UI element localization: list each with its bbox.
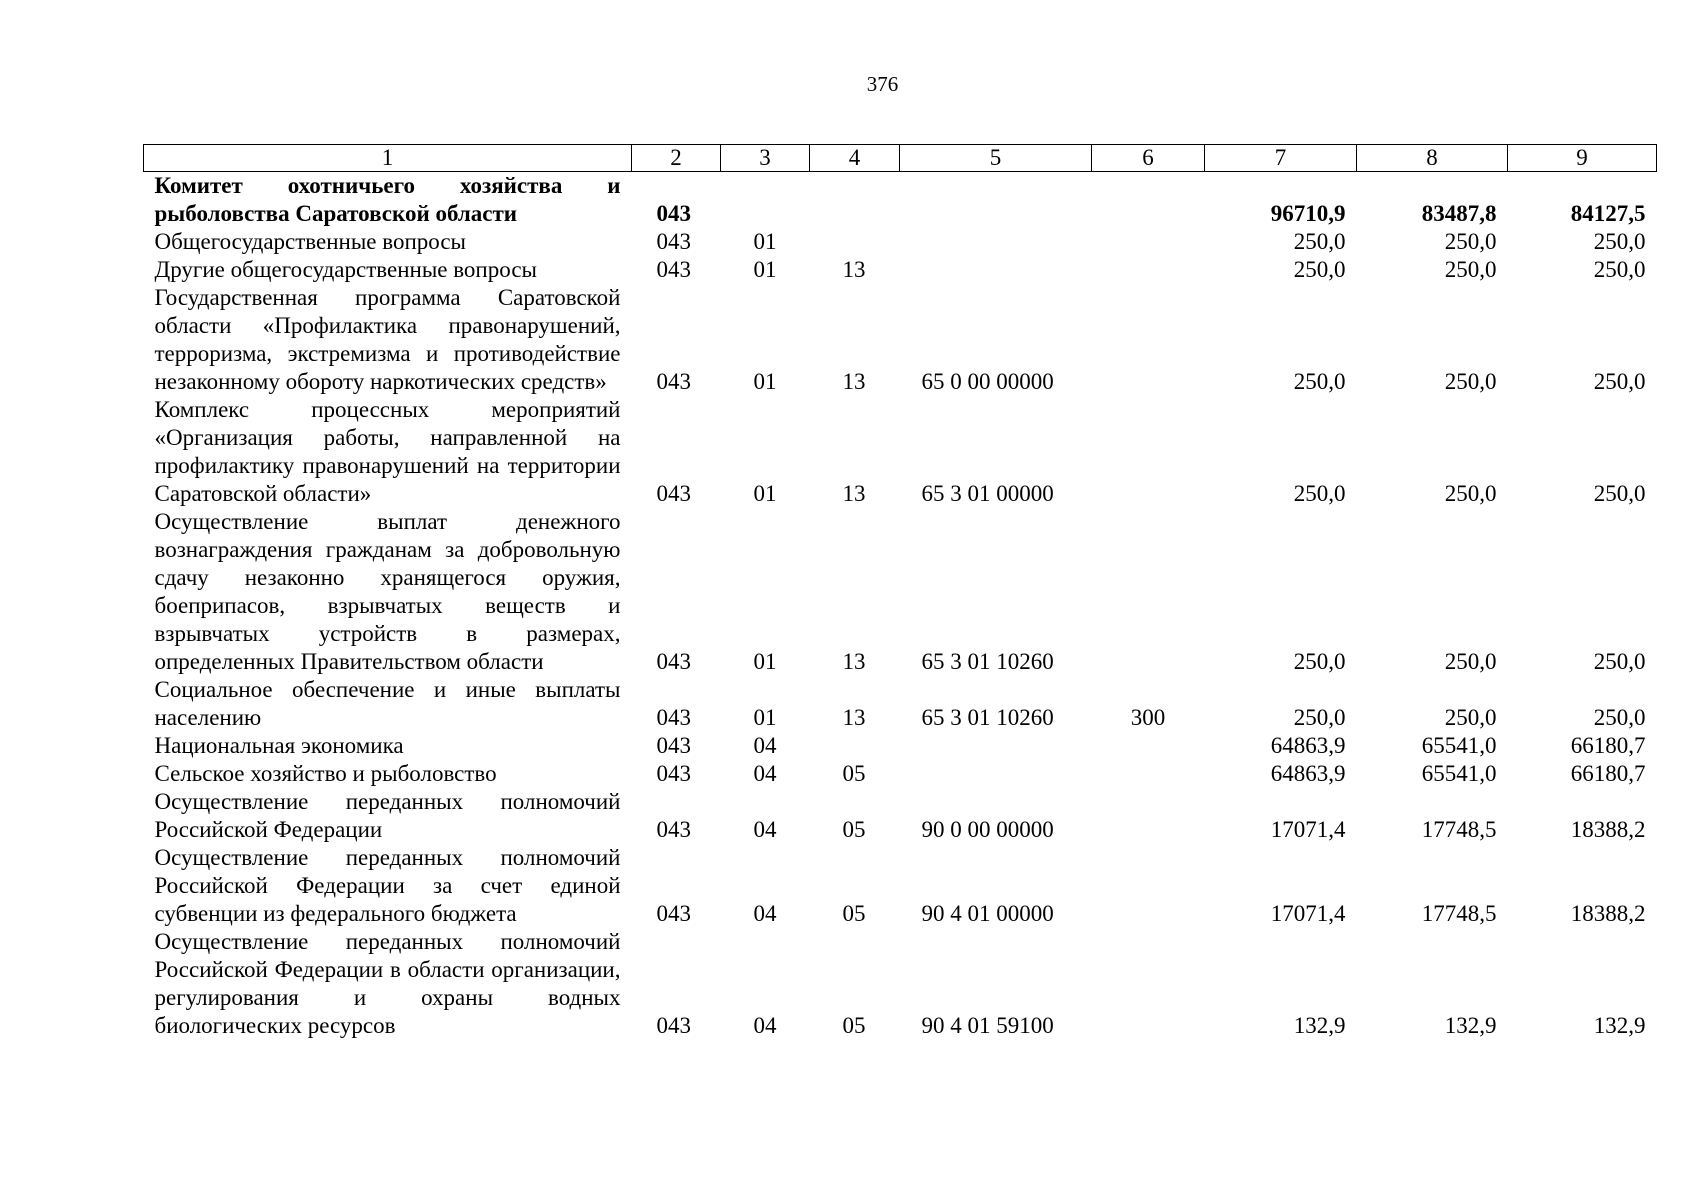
amount-col8: 250,0 [1444,481,1497,506]
expense-type [1092,284,1205,396]
target-article [900,760,1092,788]
table-row [144,228,1657,256]
amount-col8: 17748,5 [1421,901,1497,926]
expense-type [1092,760,1205,788]
row-name: Осуществление переданных полномочий Российской Федерации в области организации, регулирования и охраны водных биологических ресурсов [154,929,621,1038]
amount-col9: 250,0 [1593,649,1646,674]
expense-type: 300 [1130,705,1166,730]
subsection-code: 13 [842,705,866,730]
ministry-code: 043 [656,817,691,842]
section-code: 01 [753,257,777,282]
subsection-code: 05 [842,901,866,926]
ministry-code: 043 [656,761,691,786]
budget-table-container [143,144,1656,1040]
amount-col9: 250,0 [1593,257,1646,282]
amount-col7: 250,0 [1293,649,1346,674]
section-code: 04 [753,901,777,926]
target-article: 65 3 01 10260 [921,649,1054,674]
row-name: Социальное обеспечение и иные выплаты населению [154,677,621,730]
budget-table [143,144,1657,1040]
table-row [144,396,1657,508]
subsection-code: 13 [842,257,866,282]
table-row [144,760,1657,788]
table-row [144,256,1657,284]
section-code: 01 [753,705,777,730]
column-number: 7 [1205,145,1357,172]
amount-col7: 250,0 [1293,481,1346,506]
column-number: 3 [721,145,810,172]
target-article: 65 3 01 10260 [921,705,1054,730]
table-row [144,732,1657,760]
amount-col7: 17071,4 [1270,901,1346,926]
amount-col8: 250,0 [1444,369,1497,394]
section-code: 04 [753,1013,777,1038]
amount-col9: 250,0 [1593,481,1646,506]
amount-col8: 17748,5 [1421,817,1497,842]
amount-col8: 250,0 [1444,705,1497,730]
expense-type [1092,256,1205,284]
row-name: Осуществление переданных полномочий Российской Федерации за счет единой субвенции из федерального бюджета [154,845,621,926]
ministry-code: 043 [656,733,691,758]
target-article: 65 0 00 00000 [921,369,1054,394]
amount-col7: 64863,9 [1270,733,1346,758]
amount-col8: 250,0 [1444,257,1497,282]
table-row [144,788,1657,844]
subsection-code [810,732,900,760]
subsection-code: 05 [842,1013,866,1038]
section-code: 04 [753,817,777,842]
amount-col9: 132,9 [1593,1013,1646,1038]
section-code: 04 [753,761,777,786]
subsection-code: 13 [842,369,866,394]
expense-type [1092,172,1205,229]
amount-col8: 65541,0 [1421,761,1497,786]
amount-col7: 96710,9 [1270,201,1346,226]
row-name: Государственная программа Саратовской области «Профилактика правонарушений, терроризма, экстремизма и противодействие незаконному обороту наркотических средств» [154,285,621,394]
target-article [900,732,1092,760]
ministry-code: 043 [656,229,691,254]
amount-col7: 64863,9 [1270,761,1346,786]
amount-col9: 66180,7 [1570,733,1646,758]
section-code [721,172,810,229]
amount-col9: 250,0 [1593,705,1646,730]
section-code: 01 [753,481,777,506]
amount-col8: 250,0 [1444,229,1497,254]
table-row [144,284,1657,396]
target-article [900,172,1092,229]
target-article: 65 3 01 00000 [921,481,1054,506]
amount-col9: 250,0 [1593,369,1646,394]
amount-col9: 250,0 [1593,229,1646,254]
amount-col9: 84127,5 [1570,201,1646,226]
amount-col8: 132,9 [1444,1013,1497,1038]
row-name: Осуществление переданных полномочий Российской Федерации [154,789,621,842]
amount-col7: 250,0 [1293,705,1346,730]
table-row [144,928,1657,1040]
row-name: Осуществление выплат денежного вознаграждения гражданам за добровольную сдачу незаконно хранящегося оружия, боеприпасов, взрывчатых веществ и взрывчатых устройств в размерах, определенных Правительством области [154,509,621,674]
table-row [144,676,1657,732]
row-name: Общегосударственные вопросы [154,229,466,254]
column-number: 1 [144,145,632,172]
target-article [900,256,1092,284]
amount-col7: 250,0 [1293,257,1346,282]
row-name: Комитет охотничьего хозяйства и рыболовства Саратовской области [154,173,621,226]
subsection-code: 05 [842,817,866,842]
target-article: 90 4 01 59100 [921,1013,1054,1038]
column-number-row [144,145,1657,172]
amount-col9: 66180,7 [1570,761,1646,786]
row-name: Другие общегосударственные вопросы [154,257,537,282]
subsection-code: 05 [842,761,866,786]
column-number: 4 [810,145,900,172]
amount-col9: 18388,2 [1570,817,1646,842]
expense-type [1092,396,1205,508]
column-number: 9 [1508,145,1657,172]
amount-col9: 18388,2 [1570,901,1646,926]
amount-col8: 65541,0 [1421,733,1497,758]
column-number: 8 [1357,145,1508,172]
target-article [900,228,1092,256]
row-name: Национальная экономика [154,733,404,758]
section-code: 01 [753,649,777,674]
expense-type [1092,928,1205,1040]
ministry-code: 043 [656,705,691,730]
subsection-code [810,172,900,229]
table-row [144,172,1657,229]
section-code: 04 [753,733,777,758]
subsection-code: 13 [842,481,866,506]
amount-col8: 83487,8 [1421,201,1497,226]
expense-type [1092,844,1205,928]
ministry-code: 043 [656,481,691,506]
expense-type [1092,228,1205,256]
table-row [144,844,1657,928]
amount-col8: 250,0 [1444,649,1497,674]
expense-type [1092,732,1205,760]
target-article: 90 4 01 00000 [921,901,1054,926]
column-number: 5 [900,145,1092,172]
section-code: 01 [753,229,777,254]
page-number: 376 [866,72,899,96]
ministry-code: 043 [656,201,691,226]
ministry-code: 043 [656,901,691,926]
ministry-code: 043 [656,649,691,674]
row-name: Сельское хозяйство и рыболовство [154,761,497,786]
column-number: 6 [1092,145,1205,172]
column-number: 2 [632,145,721,172]
table-row [144,508,1657,676]
ministry-code: 043 [656,257,691,282]
subsection-code: 13 [842,649,866,674]
expense-type [1092,508,1205,676]
ministry-code: 043 [656,1013,691,1038]
section-code: 01 [753,369,777,394]
target-article: 90 0 00 00000 [921,817,1054,842]
amount-col7: 17071,4 [1270,817,1346,842]
ministry-code: 043 [656,369,691,394]
row-name: Комплекс процессных мероприятий «Организация работы, направленной на профилактику правонарушений на территории Саратовской области» [154,397,621,506]
amount-col7: 250,0 [1293,369,1346,394]
amount-col7: 132,9 [1293,1013,1346,1038]
subsection-code [810,228,900,256]
expense-type [1092,788,1205,844]
amount-col7: 250,0 [1293,229,1346,254]
